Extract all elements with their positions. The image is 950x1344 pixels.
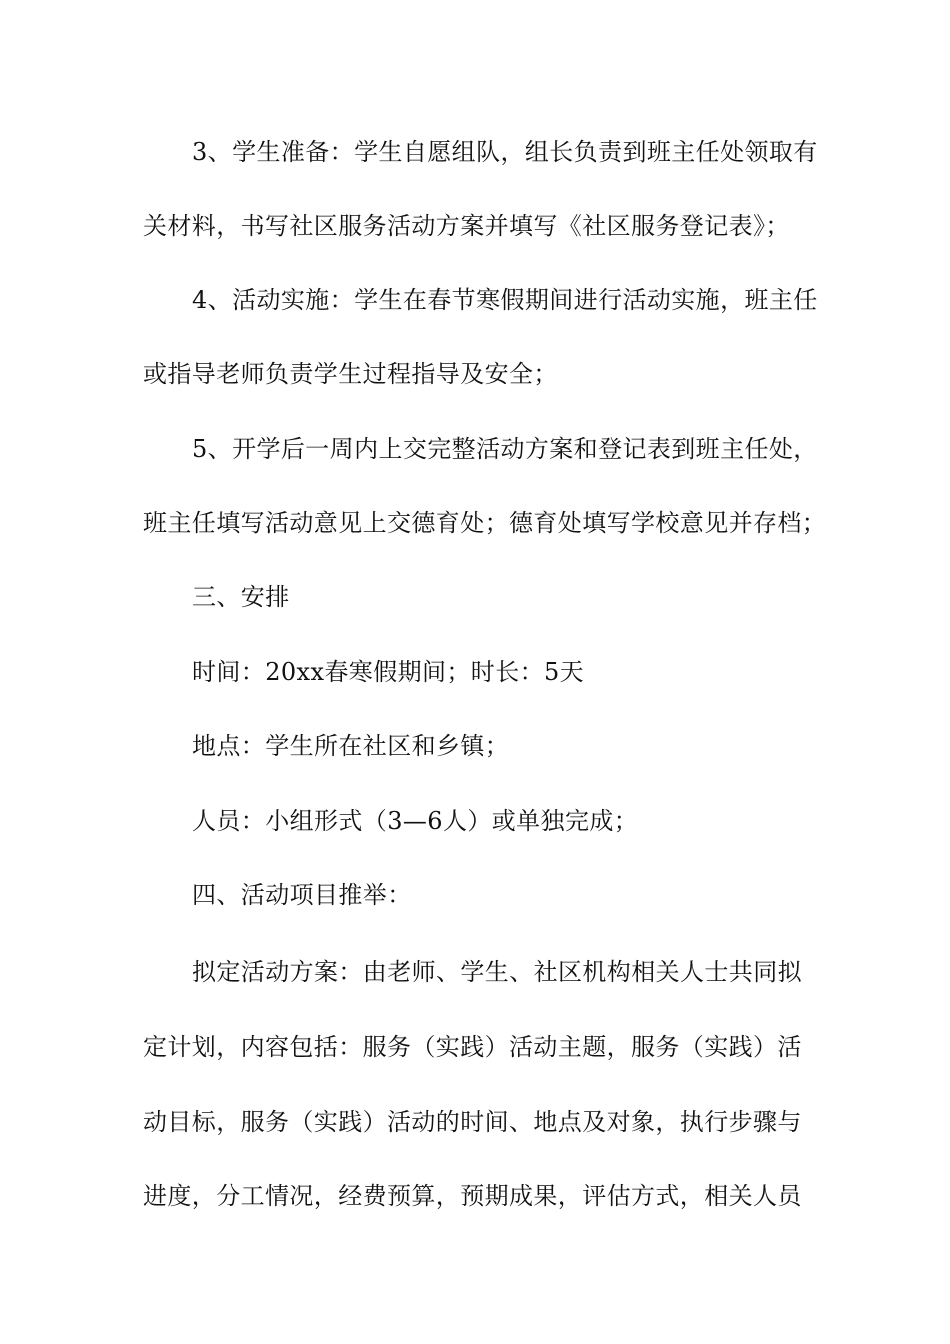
paragraph-line: 5、开学后一周内上交完整活动方案和登记表到班主任处， [192,435,818,463]
paragraph-line: 人员：小组形式（3—6人）或单独完成； [192,807,639,835]
paragraph-line: 时间：20xx春寒假期间；时长：5天 [192,658,585,686]
paragraph-line: 进度，分工情况，经费预算，预期成果，评估方式，相关人员 [143,1182,802,1210]
paragraph-line: 关材料，书写社区服务活动方案并填写《社区服务登记表》； [143,212,790,240]
paragraph-line: 定计划，内容包括：服务（实践）活动主题，服务（实践）活 [143,1033,802,1061]
paragraph-line: 班主任填写活动意见上交德育处；德育处填写学校意见并存档； [143,509,827,537]
section-heading: 四、活动项目推举： [192,881,412,909]
paragraph-line: 3、学生准备：学生自愿组队，组长负责到班主任处领取有 [192,138,818,166]
paragraph-line: 拟定活动方案：由老师、学生、社区机构相关人士共同拟 [192,958,802,986]
paragraph-line: 地点：学生所在社区和乡镇； [192,732,510,760]
paragraph-line: 动目标，服务（实践）活动的时间、地点及对象，执行步骤与 [143,1108,802,1136]
section-heading: 三、安排 [192,583,290,611]
paragraph-line: 4、活动实施：学生在春节寒假期间进行活动实施，班主任 [192,286,818,314]
paragraph-line: 或指导老师负责学生过程指导及安全； [143,360,558,388]
